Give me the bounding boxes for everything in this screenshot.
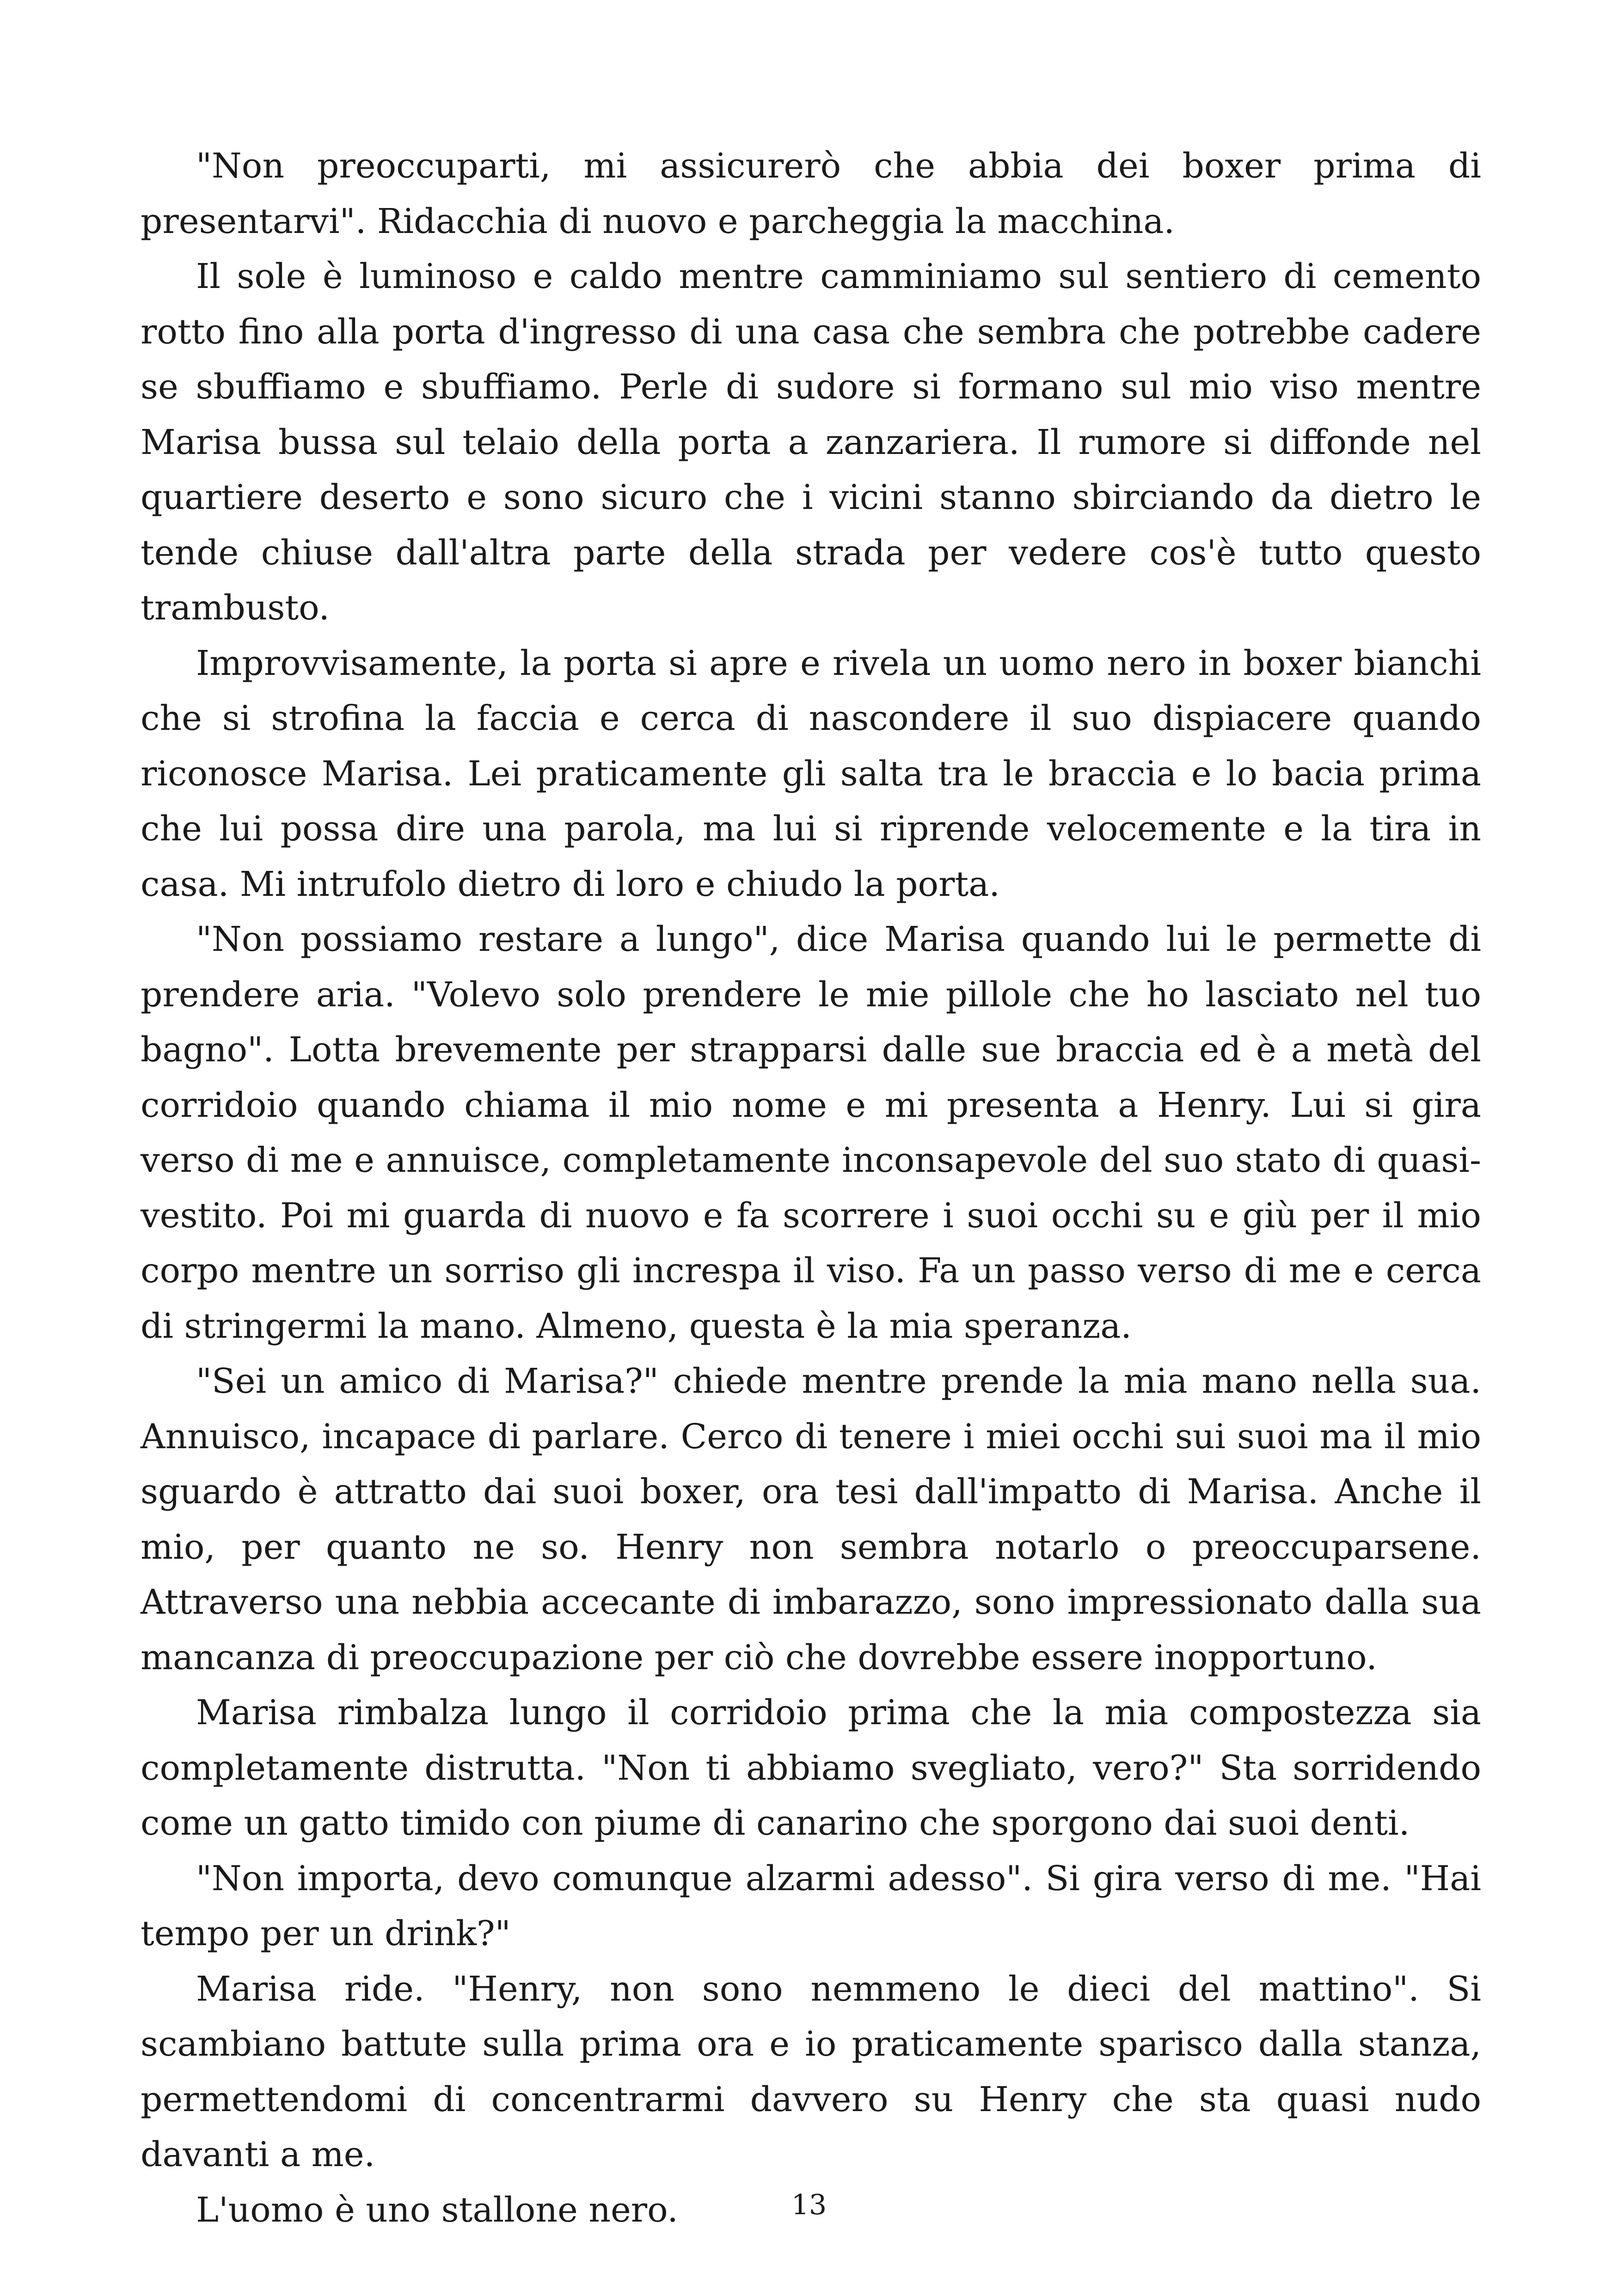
paragraph: L'uomo è uno stallone nero. — [196, 2190, 678, 2230]
paragraph: Improvvisamente, la porta si apre e rivela un uomo nero in boxer bianchi che si strofina la faccia e cerca di nascondere il suo dispiacere quando riconosce Marisa. Lei praticamente gli salta tra le braccia e lo bacia prima che lui possa dire una parola, ma lui si riprende velocemente e la tira in casa. Mi intrufolo dietro di loro e chiudo la porta. — [141, 643, 1481, 904]
page-number: 13 — [791, 2189, 827, 2221]
paragraph: Il sole è luminoso e caldo mentre camminiamo sul sentiero di cemento rotto fino alla porta d'ingresso di una casa che sembra che potrebbe cadere se sbuffiamo e sbuffiamo. Perle di sudore si formano sul mio viso mentre Marisa bussa sul telaio della porta a zanzariera. Il rumore si diffonde nel quartiere deserto e sono sicuro che i vicini stanno sbirciando da dietro le tende chiuse dall'altra parte della strada per vedere cos'è tutto questo trambusto. — [141, 257, 1481, 628]
paragraph: "Non preoccuparti, mi assicurerò che abbia dei boxer prima di presentarvi". Ridacchia di nuovo e parcheggia la macchina. — [141, 146, 1481, 241]
paragraph: "Non possiamo restare a lungo", dice Marisa quando lui le permette di prendere aria. "Volevo solo prendere le mie pillole che ho lasciato nel tuo bagno". Lotta brevemente per strapparsi dalle sue braccia ed è a metà del corridoio quando chiama il mio nome e mi presenta a Henry. Lui si gira verso di me e annuisce, completamente inconsapevole del suo stato di quasi-vestito. Poi mi guarda di nuovo e fa scorrere i suoi occhi su e giù per il mio corpo mentre un sorriso gli increspa il viso. Fa un passo verso di me e cerca di stringermi la mano. Almeno, questa è la mia speranza. — [141, 919, 1481, 1346]
body-text — [141, 139, 1481, 2238]
paragraph: "Sei un amico di Marisa?" chiede mentre prende la mia mano nella sua. Annuisco, incapace di parlare. Cerco di tenere i miei occhi sui suoi ma il mio sguardo è attratto dai suoi boxer, ora tesi dall'impatto di Marisa. Anche il mio, per quanto ne so. Henry non sembra notarlo o preoccuparsene. Attraverso una nebbia accecante di imbarazzo, sono impressionato dalla sua mancanza di preoccupazione per ciò che dovrebbe essere inopportuno. — [141, 1361, 1481, 1678]
paragraph: Marisa rimbalza lungo il corridoio prima che la mia compostezza sia completamente distrutta. "Non ti abbiamo svegliato, vero?" Sta sorridendo come un gatto timido con piume di canarino che sporgono dai suoi denti. — [141, 1693, 1481, 1843]
paragraph: Marisa ride. "Henry, non sono nemmeno le dieci del mattino". Si scambiano battute sulla prima ora e io praticamente sparisco dalla stanza, permettendomi di concentrarmi davvero su Henry che sta quasi nudo davanti a me. — [141, 1969, 1481, 2174]
paragraph: "Non importa, devo comunque alzarmi adesso". Si gira verso di me. "Hai tempo per un drink?" — [141, 1858, 1481, 1953]
